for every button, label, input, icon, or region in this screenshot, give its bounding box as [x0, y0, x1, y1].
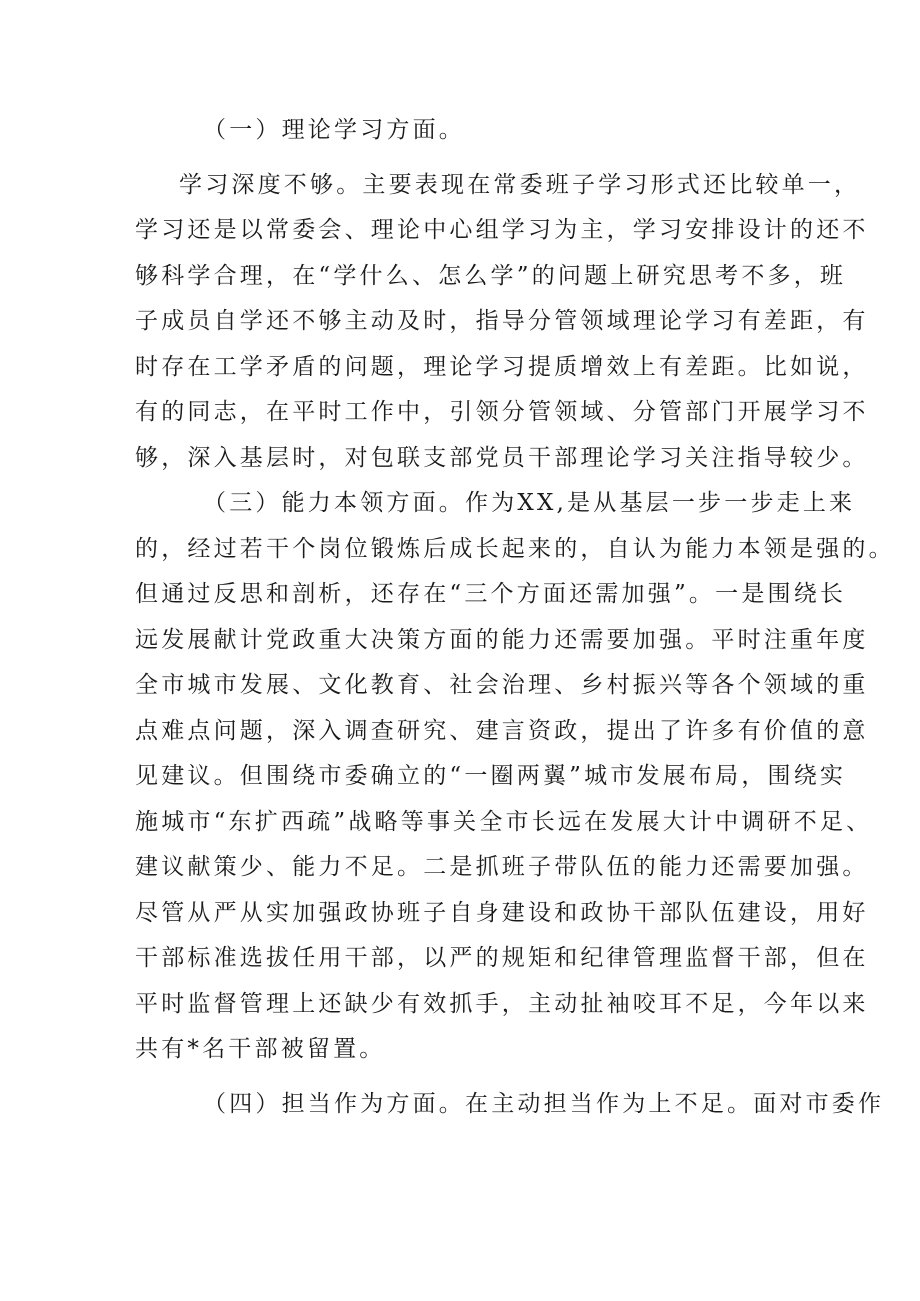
paragraph-line: 学习还是以常委会、理论中心组学习为主，学习安排设计的还不: [135, 217, 869, 243]
paragraph-line: 学习深度不够。主要表现在常委班子学习形式还比较单一，: [179, 171, 861, 198]
paragraph-line: 尽管从严从实加强政协班子自身建设和政协干部队伍建设，用好: [135, 899, 869, 926]
paragraph-line: 的，经过若干个岗位锻炼后成长起来的，自认为能力本领是强的。: [135, 535, 895, 562]
paragraph-line: 远发展献计党政重大决策方面的能力还需要加强。平时注重年度: [135, 626, 869, 653]
paragraph-line: 够科学合理，在“学什么、怎么学”的问题上研究思考不多，班: [135, 262, 847, 289]
paragraph-line: 但通过反思和剖析，还存在“三个方面还需加强”。一是围绕长: [135, 581, 847, 607]
section-heading-ability: （三）能力本领方面。作为XX,是从基层一步一步走上来: [203, 490, 856, 516]
section-heading-responsibility: （四）担当作为方面。在主动担当作为上不足。面对市委作: [203, 1090, 885, 1117]
paragraph-line: 够，深入基层时，对包联支部党员干部理论学习关注指导较少。: [135, 444, 869, 471]
paragraph-line: 点难点问题，深入调查研究、建言资政，提出了许多有价值的意: [135, 717, 869, 744]
section-heading-theory-study: （一）理论学习方面。: [203, 117, 465, 143]
paragraph-line: 见建议。但围绕市委确立的“一圈两翼”城市发展布局，围绕实: [135, 763, 847, 789]
paragraph-line: 平时监督管理上还缺少有效抓手，主动扯袖咬耳不足，今年以来: [135, 990, 869, 1017]
paragraph-line: 时存在工学矛盾的问题，理论学习提质增效上有差距。比如说，: [135, 353, 869, 380]
document-body: [135, 108, 895, 1127]
paragraph-line: 干部标准选拔任用干部，以严的规矩和纪律管理监督干部，但在: [135, 945, 869, 971]
paragraph-line: 子成员自学还不够主动及时，指导分管领域理论学习有差距，有: [135, 308, 869, 334]
paragraph-line: 有的同志，在平时工作中，引领分管领域、分管部门开展学习不: [135, 399, 869, 425]
paragraph-line: 共有*名干部被留置。: [135, 1036, 386, 1062]
paragraph-line: 全市城市发展、文化教育、社会治理、乡村振兴等各个领域的重: [135, 672, 869, 698]
paragraph-line: 施城市“东扩西疏”战略等事关全市长远在发展大计中调研不足、: [135, 808, 873, 835]
paragraph-line: 建议献策少、能力不足。二是抓班子带队伍的能力还需要加强。: [135, 854, 869, 880]
